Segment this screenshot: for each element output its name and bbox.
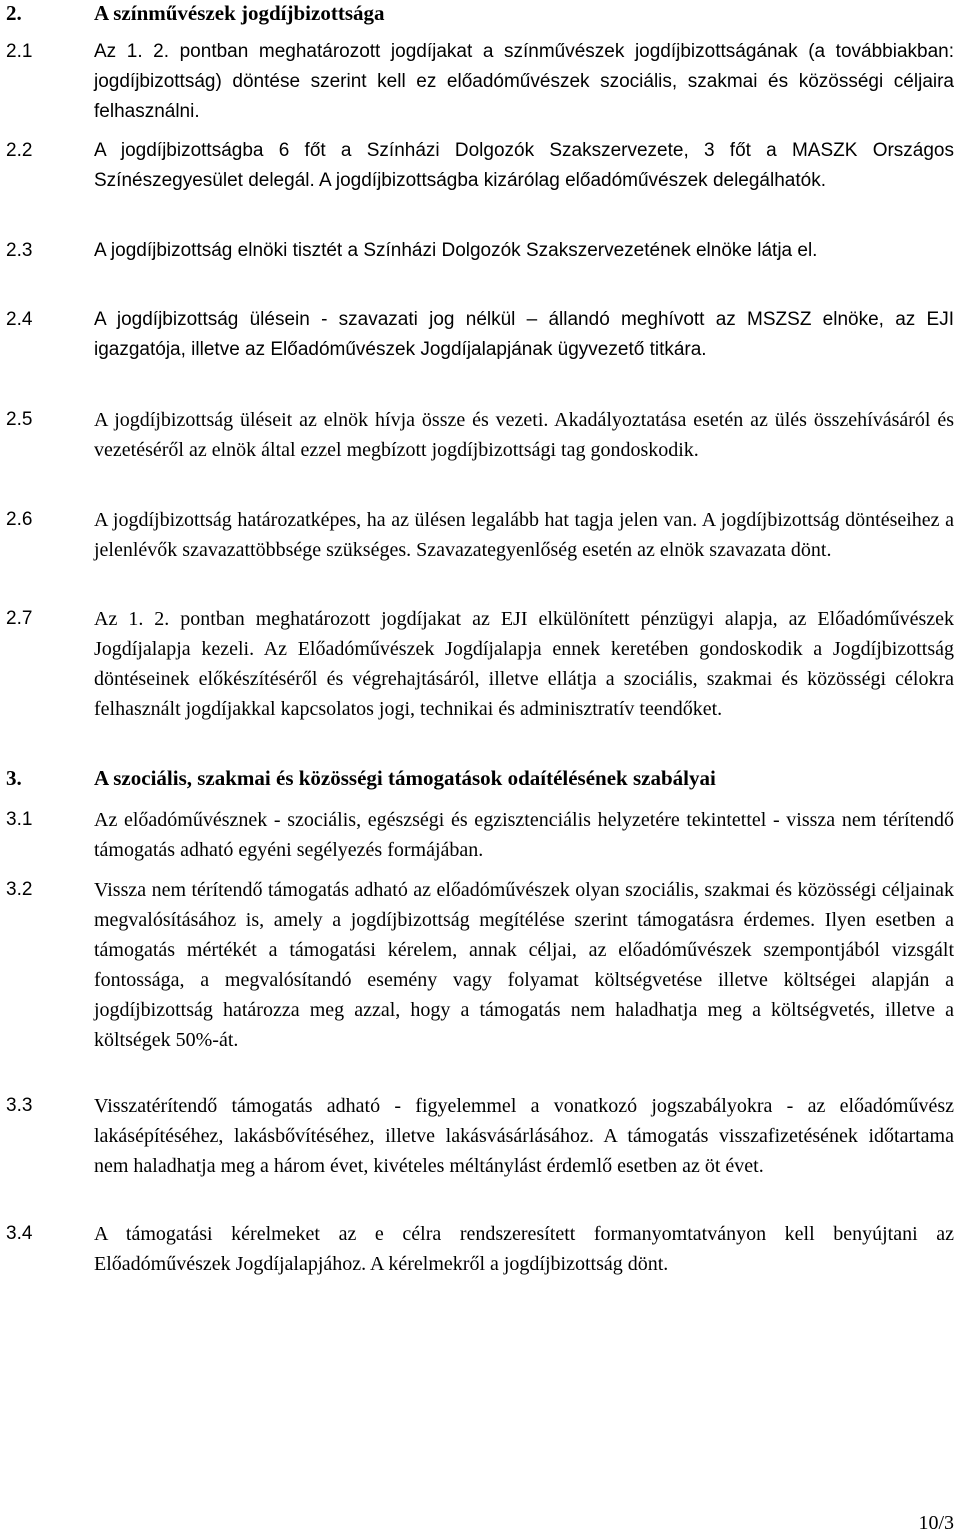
paragraph-3-1 (6, 805, 954, 865)
paragraph-number: 2.5 (6, 409, 33, 430)
paragraph-2-7 (6, 604, 954, 724)
section-title: A szociális, szakmai és közösségi támogatások odaítélésének szabályai (94, 766, 716, 790)
paragraph-text: Az 1. 2. pontban meghatározott jogdíjakat a színművészek jogdíjbizottságának (a továbbiakban: jogdíjbizottság) döntése szerint kell ez előadóművészek szociális, szakmai és közösségi céljaira felhasználni. (94, 41, 954, 122)
paragraph-3-4 (6, 1219, 954, 1279)
paragraph-number: 2.7 (6, 608, 33, 629)
paragraph-2-1 (6, 37, 954, 127)
paragraph-number: 2.6 (6, 509, 33, 530)
paragraph-number: 3.3 (6, 1095, 33, 1116)
paragraph-text: Vissza nem térítendő támogatás adható az előadóművészek olyan szociális, szakmai és közösségi céljainak megvalósításához is, amely a jogdíjbizottság megítélése szerint támogatásra érdemes. Ilyen esetben a támogatás mértékét a támogatási kérelem, annak céljai, az előadóművészek szempontjából vizsgált fontossága, a megvalósítandó esemény vagy folyamat költségvetése illetve költségei alapján a jogdíjbizottság határozza meg azzal, hogy a támogatás nem haladhatja meg a költségvetés, illetve a költségek 50%-át. (94, 879, 954, 1051)
paragraph-2-6 (6, 505, 954, 565)
paragraph-text: A jogdíjbizottságba 6 főt a Színházi Dolgozók Szakszervezete, 3 főt a MASZK Országos Színészegyesület delegál. A jogdíjbizottságba kizárólag előadóművészek delegálhatók. (94, 140, 954, 191)
paragraph-text: A támogatási kérelmeket az e célra rendszeresített formanyomtatványon kell benyújtani az Előadóművészek Jogdíjalapjához. A kérelmekről a jogdíjbizottság dönt. (94, 1223, 954, 1275)
paragraph-text: Az 1. 2. pontban meghatározott jogdíjakat az EJI elkülönített pénzügyi alapja, az Előadóművészek Jogdíjalapja kezeli. Az Előadóművészek Jogdíjalapja ennek keretében gondoskodik a Jogdíjbizottság döntéseinek előkészítéséről és végrehajtásáról, illetve ellátja a szociális, szakmai és közösségi célokra felhasznált jogdíjakkal kapcsolatos jogi, technikai és adminisztratív teendőket. (94, 608, 954, 720)
paragraph-text: A jogdíjbizottság elnöki tisztét a Színházi Dolgozók Szakszervezetének elnöke látja el. (94, 240, 818, 261)
paragraph-2-2 (6, 136, 954, 196)
page-number: 10/3 (918, 1512, 954, 1534)
paragraph-number: 2.4 (6, 309, 33, 330)
paragraph-3-3 (6, 1091, 954, 1181)
paragraph-number: 2.1 (6, 41, 33, 62)
paragraph-text: A jogdíjbizottság határozatképes, ha az ülésen legalább hat tagja jelen van. A jogdíjbizottság döntéseihez a jelenlévők szavazattöbbsége szükséges. Szavazategyenlőség esetén az elnök szavazata dönt. (94, 509, 954, 561)
paragraph-number: 3.4 (6, 1223, 33, 1244)
paragraph-3-2 (6, 875, 954, 1055)
paragraph-number: 2.3 (6, 240, 33, 261)
paragraph-text: A jogdíjbizottság ülésein - szavazati jog nélkül – állandó meghívott az MSZSZ elnöke, az EJI igazgatója, illetve az Előadóművészek Jogdíjalapjának ügyvezető titkára. (94, 309, 954, 360)
paragraph-number: 2.2 (6, 140, 33, 161)
paragraph-2-4 (6, 305, 954, 365)
paragraph-2-3 (6, 236, 954, 266)
paragraph-2-5 (6, 405, 954, 465)
paragraph-text: Az előadóművésznek - szociális, egészségi és egzisztenciális helyzetére tekintettel - vissza nem térítendő támogatás adható egyéni segélyezés formájában. (94, 809, 954, 861)
paragraph-text: A jogdíjbizottság üléseit az elnök hívja össze és vezeti. Akadályoztatása esetén az ülés összehívásáról és vezetéséről az elnök által ezzel megbízott jogdíjbizottsági tag gondoskodik. (94, 409, 954, 461)
paragraph-number: 3.1 (6, 809, 33, 830)
section-number: 3. (6, 766, 22, 790)
section-number: 2. (6, 1, 22, 25)
paragraph-number: 3.2 (6, 879, 33, 900)
section-title: A színművészek jogdíjbizottsága (94, 1, 385, 25)
paragraph-text: Visszatérítendő támogatás adható - figyelemmel a vonatkozó jogszabályokra - az előadóművész lakásépítéséhez, lakásbővítéséhez, illetve lakásvásárlásához. A támogatás visszafizetésének időtartama nem haladhatja meg a három évet, kivételes méltánylást érdemlő esetben az öt évet. (94, 1095, 954, 1177)
